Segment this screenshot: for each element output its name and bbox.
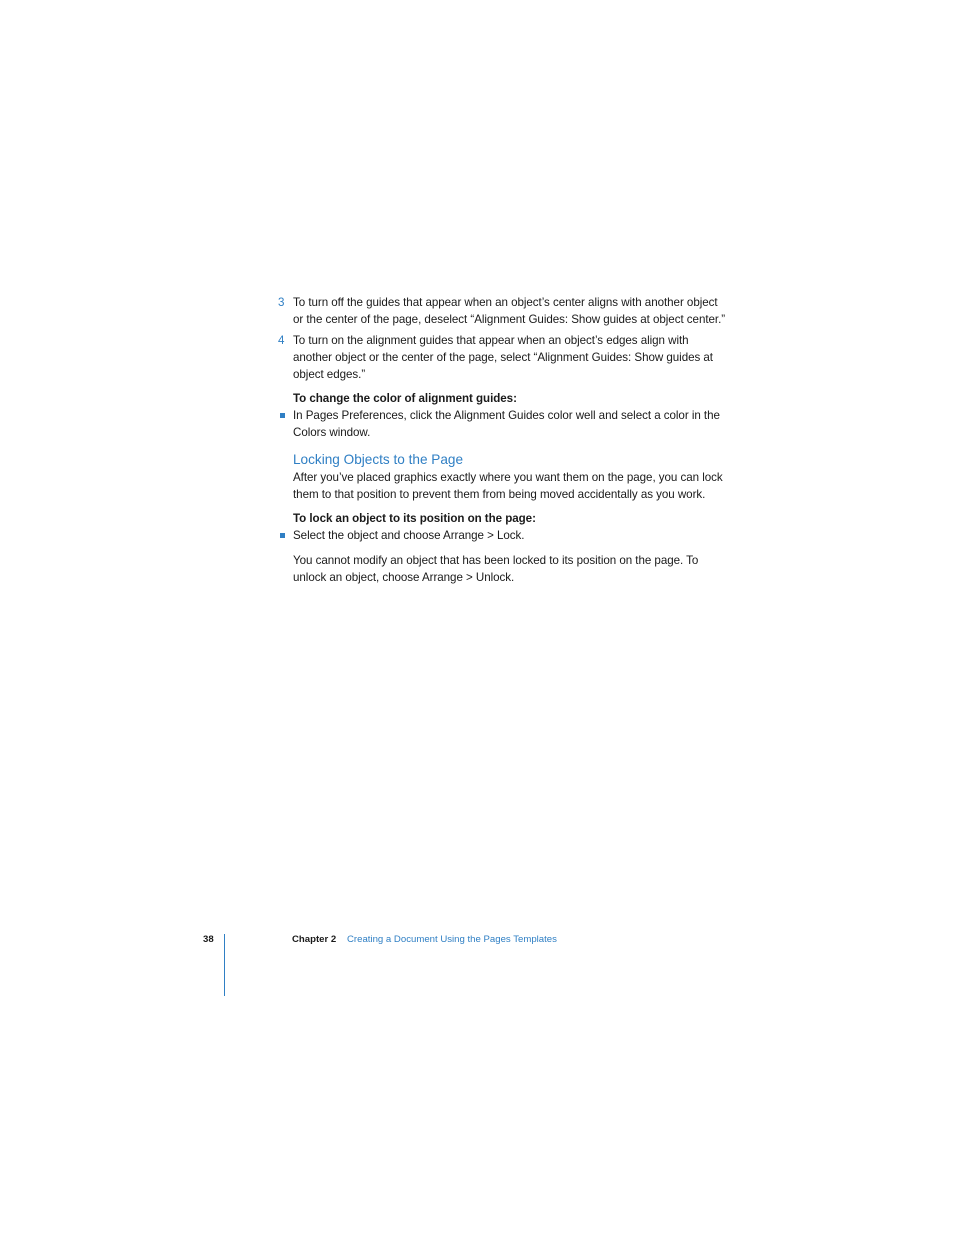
step-number: 3 bbox=[278, 296, 285, 309]
task-label: To change the color of alignment guides: bbox=[293, 392, 517, 405]
step-number: 4 bbox=[278, 334, 285, 347]
footer-chapter: Chapter 2 bbox=[292, 934, 337, 945]
footer-divider bbox=[224, 934, 225, 996]
page-number: 38 bbox=[203, 934, 214, 945]
note-line: You cannot modify an object that has been locked to its position on the page. To bbox=[293, 554, 699, 567]
bullet-text-line: Colors window. bbox=[293, 426, 371, 439]
footer-chapter-title: Creating a Document Using the Pages Templates bbox=[347, 934, 557, 945]
step-text-line: or the center of the page, deselect “Alignment Guides: Show guides at object center.” bbox=[293, 313, 726, 326]
bullet-icon bbox=[280, 413, 285, 418]
task-label: To lock an object to its position on the page: bbox=[293, 512, 536, 525]
step-text-line: object edges.” bbox=[293, 368, 366, 381]
step-text-line: To turn on the alignment guides that appear when an object’s edges align with bbox=[293, 334, 689, 347]
section-intro-line: After you’ve placed graphics exactly where you want them on the page, you can lock bbox=[293, 471, 723, 484]
section-intro-line: them to that position to prevent them from being moved accidentally as you work. bbox=[293, 488, 706, 501]
bullet-text-line: Select the object and choose Arrange > Lock. bbox=[293, 529, 525, 542]
step-text-line: To turn off the guides that appear when an object’s center aligns with another object bbox=[293, 296, 718, 309]
bullet-icon bbox=[280, 533, 285, 538]
bullet-text-line: In Pages Preferences, click the Alignment Guides color well and select a color in the bbox=[293, 409, 720, 422]
step-text-line: another object or the center of the page, select “Alignment Guides: Show guides at bbox=[293, 351, 713, 364]
note-line: unlock an object, choose Arrange > Unlock. bbox=[293, 571, 515, 584]
section-heading: Locking Objects to the Page bbox=[293, 452, 464, 467]
